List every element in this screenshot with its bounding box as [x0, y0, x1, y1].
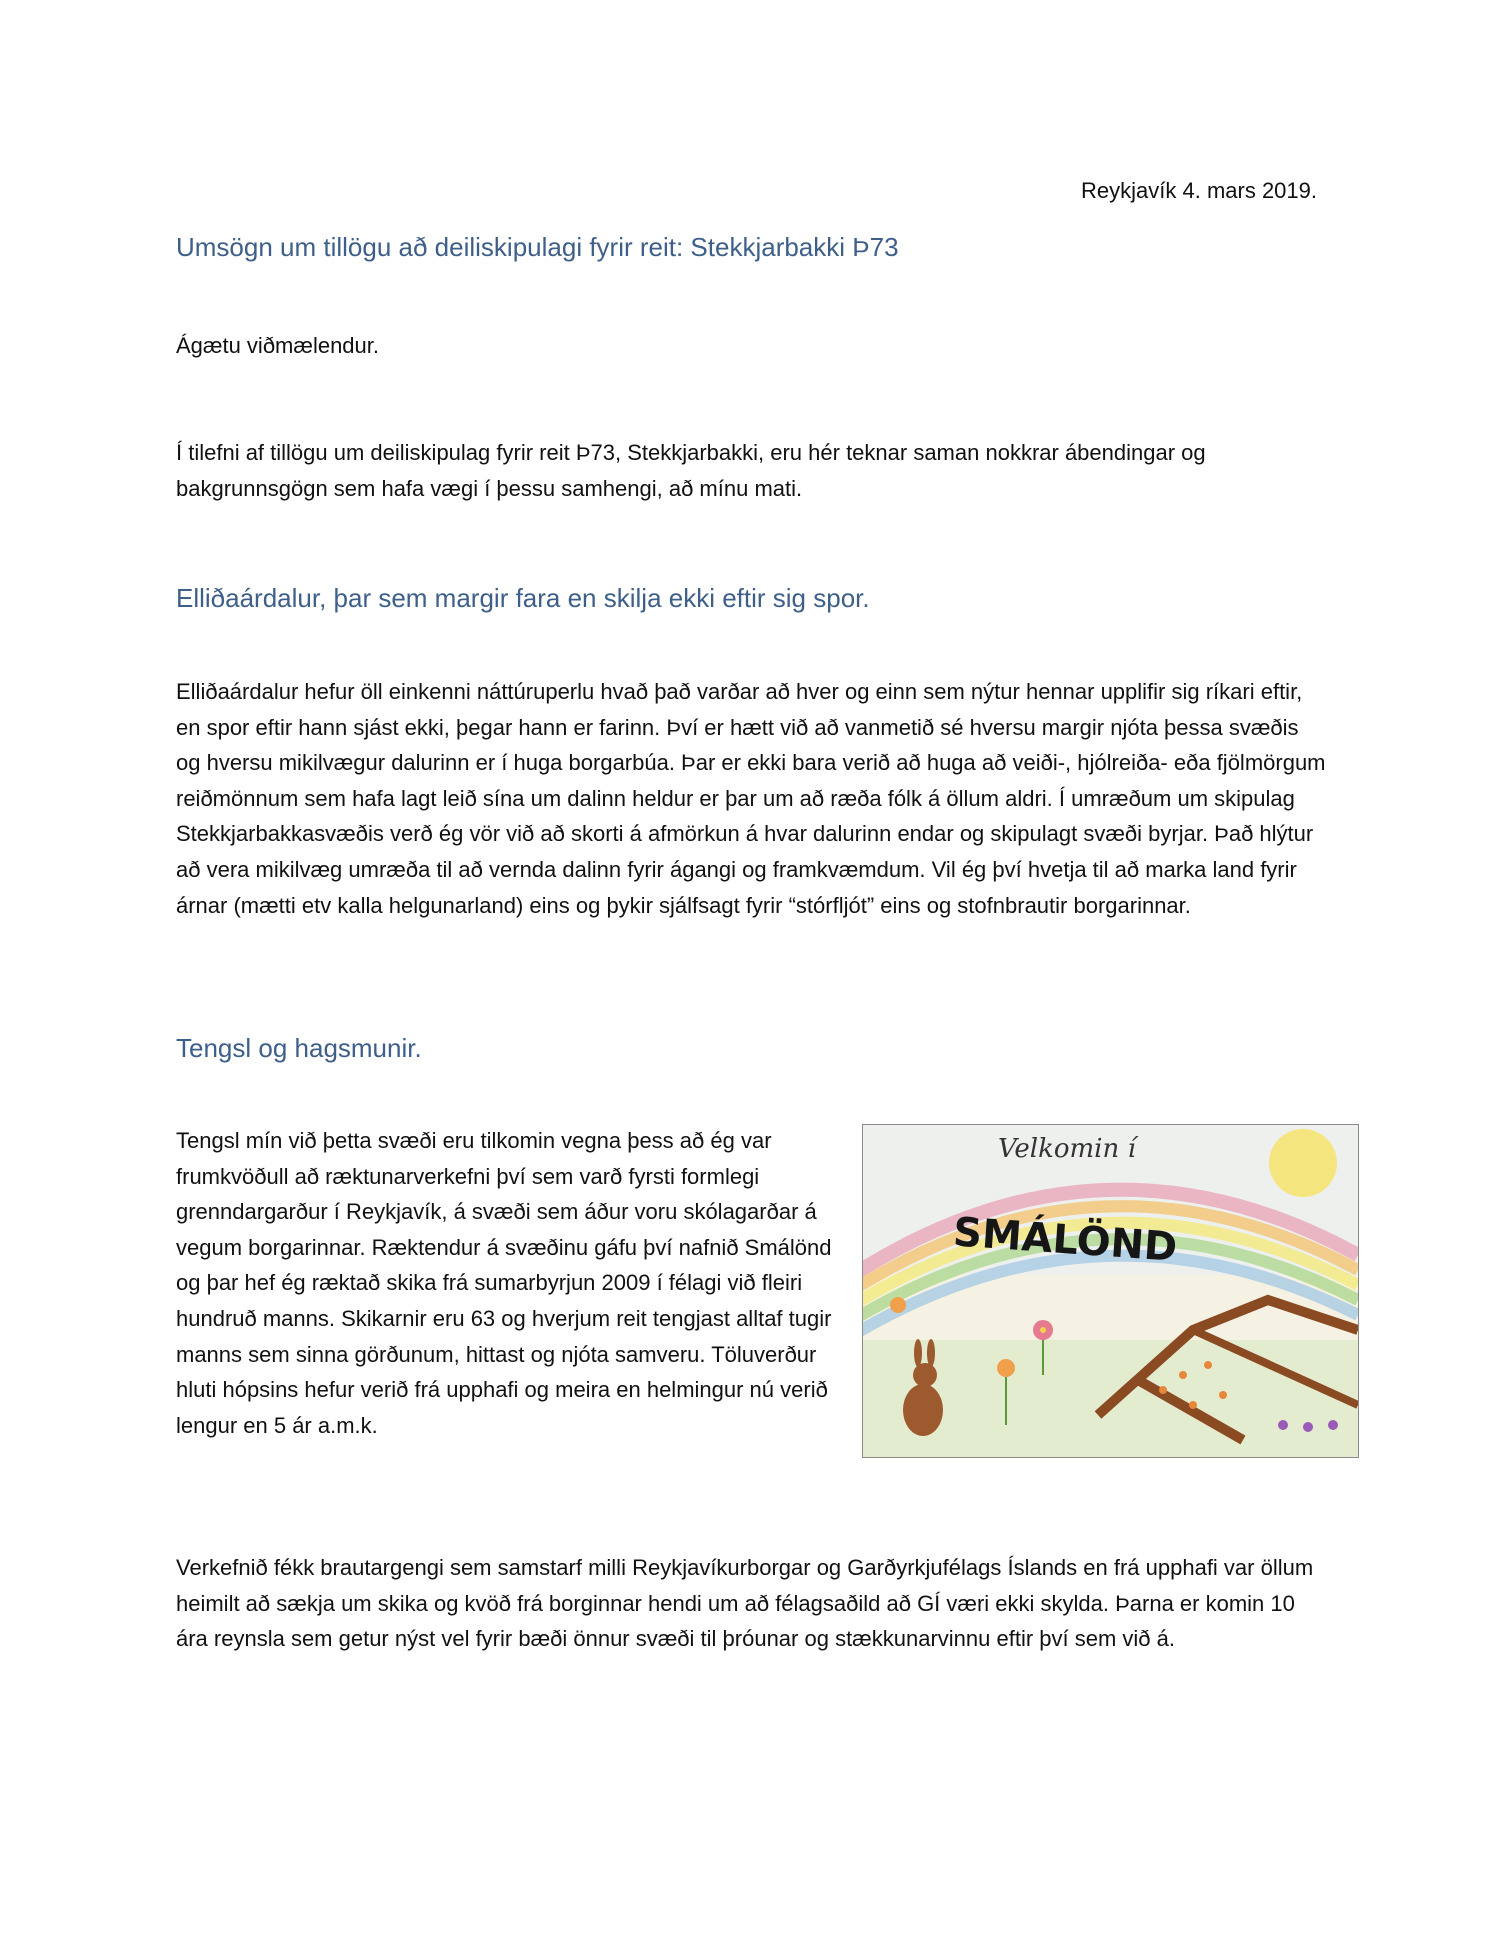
letter-date: Reykjavík 4. mars 2019. [1081, 178, 1317, 203]
children-drawing-image [862, 1124, 1359, 1458]
closing-paragraph: Verkefnið fékk brautargengi sem samstarf milli Reykjavíkurborgar og Garðyrkjufélags Íslands en frá upphafi var öllum heimilt að sækja um skika og kvöð frá borginnar hendi um að félagsaðild að GÍ væri ekki skylda. Þarna er komin 10 ára reynsla sem getur nýst vel fyrir bæði önnur svæði til þróunar og stækkunarvinnu eftir því sem við á. [176, 1555, 1314, 1652]
greeting: Ágætu viðmælendur. [176, 333, 379, 358]
drawing-caption-smalond: SMÁLÖND [951, 1209, 1179, 1271]
section-paragraph-ellidaardalur: Elliðaárdalur hefur öll einkenni náttúruperlu hvað það varðar að hver og einn sem nýtur hennar upplifir sig ríkari eftir, en spor eftir hann sjást ekki, þegar hann er farinn. Því er hætt við að vanmetið sé hversu margir njóta þessa svæðis og hversu mikilvægur dalurinn er í huga borgarbúa. Þar er ekki bara verið að huga að veiði-, hjólreiða- eða fjölmörgum reiðmönnum sem hafa lagt leið sína um dalinn heldur er þar um að ræða fólk á öllum aldri. Í umræðum um skipulag Stekkjarbakkasvæðis verð ég vör við að skorti á afmörkun á hvar dalurinn endar og skipulagt svæði byrjar. Það hlýtur að vera mikilvæg umræða til að vernda dalinn fyrir ágangi og framkvæmdum. Vil ég því hvetja til að marka land fyrir árnar (mætti etv kalla helgunarland) eins og þykir sjálfsagt fyrir “stórfljót” eins og stofnbrautir borgarinnar. [176, 679, 1326, 918]
section-heading-ellidaardalur: Elliðaárdalur, þar sem margir fara en skilja ekki eftir sig spor. [176, 583, 870, 613]
drawing-svg [863, 1125, 1358, 1457]
drawing-caption-welcome: Velkomin í [998, 1134, 1136, 1164]
section-paragraph-tengsl: Tengsl mín við þetta svæði eru tilkomin vegna þess að ég var frumkvöðull að ræktunarverkefni því sem varð fyrsti formlegi grenndargarður í Reykjavík, á svæði sem áður voru skólagarðar á vegum borgarinnar. Ræktendur á svæðinu gáfu því nafnið Smálönd og þar hef ég ræktað skika frá sumarbyrjun 2009 í félagi við fleiri hundruð manns. Skikarnir eru 63 og hverjum reit tengjast alltaf tugir manns sem sinna görðunum, hittast og njóta samveru. Töluverður hluti hópsins hefur verið frá upphafi og meira en helmingur nú verið lengur en 5 ár a.m.k. [176, 1128, 832, 1438]
letter-title: Umsögn um tillögu að deiliskipulagi fyrir reit: Stekkjarbakki Þ73 [176, 232, 899, 262]
sun-icon [1269, 1129, 1337, 1197]
intro-paragraph: Í tilefni af tillögu um deiliskipulag fyrir reit Þ73, Stekkjarbakki, eru hér teknar saman nokkrar ábendingar og bakgrunnsgögn sem hafa vægi í þessu samhengi, að mínu mati. [176, 440, 1206, 501]
section-heading-tengsl: Tengsl og hagsmunir. [176, 1033, 422, 1063]
